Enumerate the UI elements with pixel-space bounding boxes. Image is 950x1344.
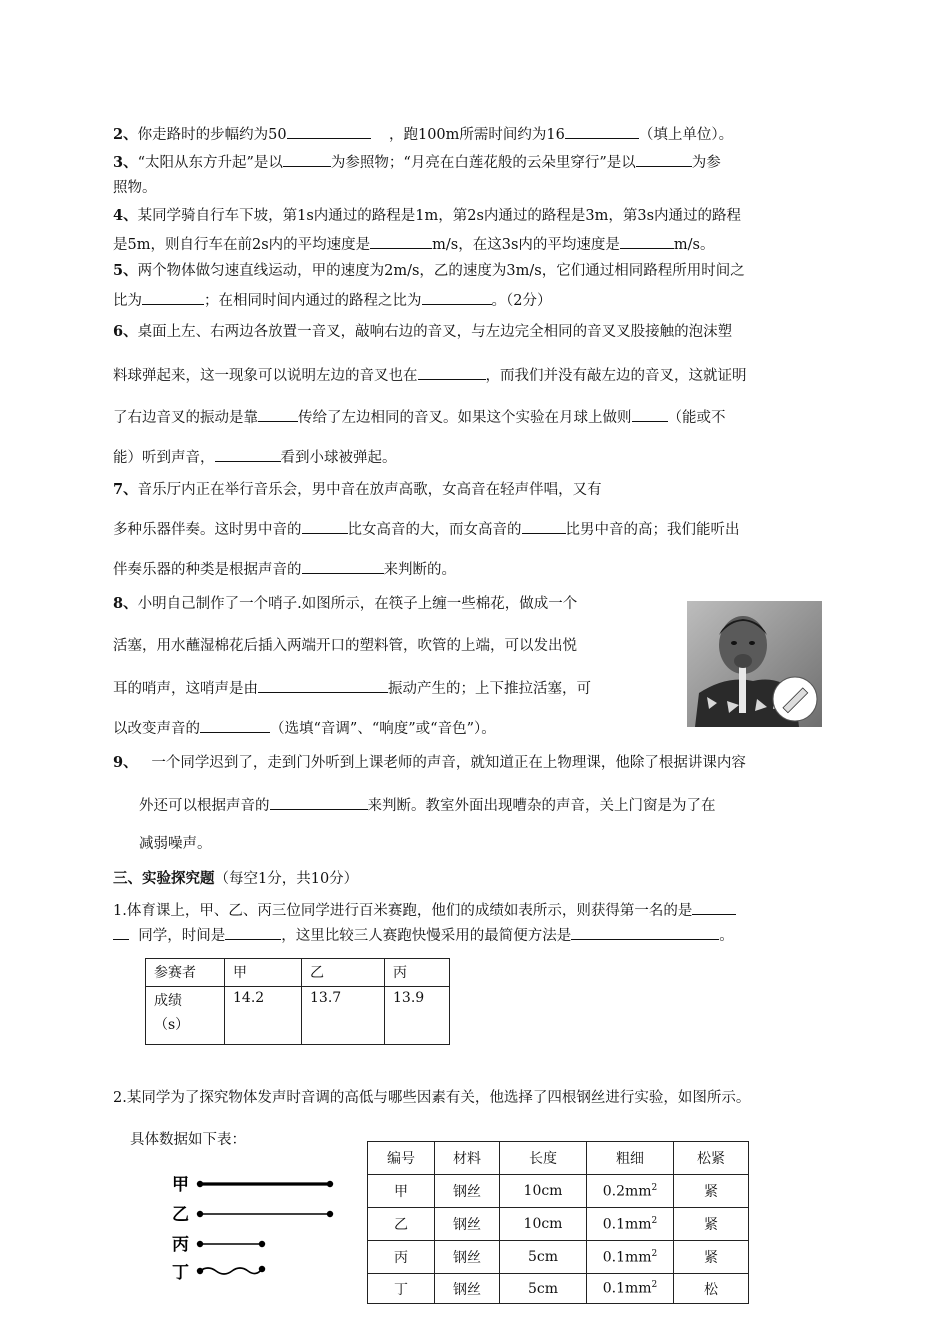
question-7-cont-1: 多种乐器伴奏。这时男中音的 比女高音的大，而女高音的 比男中音的高；我们能听出 [113,518,740,540]
wire-data-table: 编号 材料 长度 粗细 松紧 甲 钢丝 10cm $0.2mm^2$ 紧 乙 钢丝 10cm $0.1mm^2$ 紧 丙 钢丝 5cm $0.1mm^2$ 紧 丁 钢丝 5cm $0.1mm^2$ 松 [367,1141,749,1304]
question-7: 7、音乐厅内正在举行音乐会，男中音在放声高歌，女高音在轻声伴唱，又有 [113,481,602,498]
experiment-2: 2.某同学为了探究物体发声时音调的高低与哪些因素有关，他选择了四根钢丝进行实验，如图所示。 [113,1090,751,1106]
question-9-cont-1: 外还可以根据声音的 来判断。教室外面出现嘈杂的声音，关上门窗是为了在 [139,794,716,816]
question-9: 9、 一个同学迟到了，走到门外听到上课老师的声音，就知道正在上物理课，他除了根据讲课内容 [113,754,746,771]
answer-blank [636,151,692,167]
table-row: 乙 钢丝 10cm $0.1mm^2$ 紧 [368,1208,749,1241]
answer-blank [215,446,281,462]
question-6-cont-2: 了右边音叉的振动是靠 传给了左边相同的音叉。如果这个实验在月球上做则 （能或不 [113,406,726,428]
answer-blank [692,899,736,915]
question-5: 5、两个物体做匀速直线运动，甲的速度为2m/s，乙的速度为3m/s，它们通过相同路程所用时间之 [113,262,745,279]
answer-blank [142,289,204,305]
answer-blank [258,406,298,422]
question-8-cont-2: 耳的哨声，这哨声是由 振动产生的；上下推拉活塞，可 [113,677,591,699]
steel-wires-figure [170,1172,340,1282]
experiment-2-cont: 具体数据如下表： [130,1132,246,1148]
question-6: 6、桌面上左、右两边各放置一音叉，敲响右边的音叉，与左边完全相同的音叉叉股接触的泡沫塑 [113,323,733,340]
section-3-heading: 三、实验探究题（每空1分，共10分） [113,870,359,887]
answer-blank [113,924,129,940]
question-9-cont-2: 减弱噪声。 [139,836,212,852]
question-8-cont-1: 活塞，用水蘸湿棉花后插入两端开口的塑料管，吹管的上端，可以发出悦 [113,638,577,654]
answer-blank [571,924,719,940]
answer-blank [565,123,639,139]
answer-blank [225,924,281,940]
answer-blank [422,289,492,305]
experiment-1-cont: 同学，时间是 ，这里比较三人赛跑快慢采用的最简便方法是 。 [113,924,734,946]
answer-blank [302,558,384,574]
answer-blank [270,794,368,810]
question-5-cont: 比为 ；在相同时间内通过的路程之比为 。（2分） [113,289,551,311]
wire-label: 丁 [172,1263,189,1282]
answer-blank [287,123,371,139]
wire-label: 乙 [172,1205,189,1224]
question-4: 4、某同学骑自行车下坡，第1s内通过的路程是1m，第2s内通过的路程是3m，第3s内通过的路程 [113,207,742,224]
answer-blank [418,364,486,380]
table-row: 丙 钢丝 5cm $0.1mm^2$ 紧 [368,1241,749,1274]
answer-blank [370,233,432,249]
result-row-label: 成绩 （s） [146,987,225,1045]
question-8-cont-3: 以改变声音的 （选填“音调”、“响度”或“音色”）。 [113,717,496,739]
question-8: 8、小明自己制作了一个哨子.如图所示，在筷子上缠一些棉花，做成一个 [113,595,578,612]
table-row: 丁 钢丝 5cm $0.1mm^2$ 松 [368,1274,749,1304]
boy-whistle-photo [687,601,822,727]
experiment-1: 1.体育课上，甲、乙、丙三位同学进行百米赛跑，他们的成绩如表所示，则获得第一名的是 [113,899,736,921]
answer-blank [302,518,348,534]
question-2: 2、你走路时的步幅约为50 ，跑100m所需时间约为16 （填上单位）。 [113,123,733,145]
question-6-cont-1: 料球弹起来，这一现象可以说明左边的音叉也在 ，而我们并没有敲左边的音叉，这就证明 [113,364,747,386]
table-row: 甲 钢丝 10cm $0.2mm^2$ 紧 [368,1175,749,1208]
wire-label: 甲 [172,1175,189,1194]
question-3: 3、“太阳从东方升起”是以 为参照物；“月亮在白莲花般的云朵里穿行”是以 为参 [113,151,721,173]
answer-blank [522,518,566,534]
answer-blank [283,151,331,167]
wire-label: 丙 [172,1235,189,1254]
question-3-cont: 照物。 [113,180,157,196]
answer-blank [200,717,270,733]
answer-blank [632,406,668,422]
question-7-cont-2: 伴奏乐器的种类是根据声音的 来判断的。 [113,558,456,580]
question-6-cont-3: 能）听到声音， 看到小球被弹起。 [113,446,397,468]
answer-blank [620,233,674,249]
question-4-cont: 是5m，则自行车在前2s内的平均速度是 m/s，在这3s内的平均速度是 m/s。 [113,233,714,255]
race-results-table: 参赛者 甲 乙 丙 成绩 （s） 14.2 13.7 13.9 [145,958,450,1045]
answer-blank [258,677,388,693]
